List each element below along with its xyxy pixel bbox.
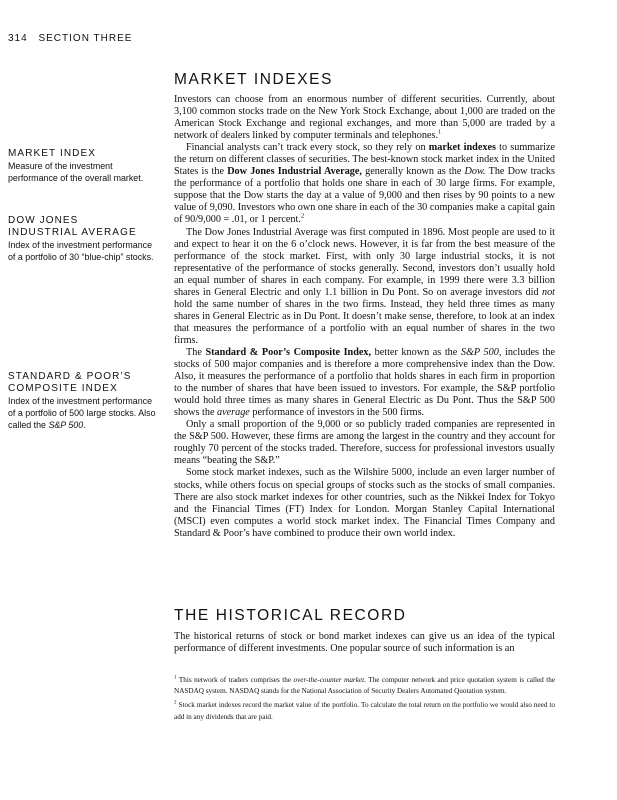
margin-definition: Measure of the investment performance of the overall market. (8, 161, 144, 184)
paragraph: The Dow Jones Industrial Average was first computed in 1896. Most people are used to it and expect to hear it on the 6 o’clock news. However, it is far from the best measure of the performance of the stock market. First, with only 30 large industrial stocks, it is not representative of the performance of stocks generally. Second, investors don’t usually hold an equal number of shares in each company. For example, in 1999 there were 3.3 billion shares in General Electric and only 1.1 billion in Du Pont. So on average investors did not hold the same number of shares in the two firms. Instead, they held three times as many shares in General Electric as in Du Pont. It doesn’t make sense, therefore, to look at an index that measures the performance of a portfolio with an equal number of shares in the two firms. (174, 226, 555, 346)
margin-definition: Index of the investment performance of a portfolio of 30 “blue-chip” stocks. (8, 240, 154, 263)
footnotes (174, 675, 555, 726)
paragraph: The Standard & Poor’s Composite Index, better known as the S&P 500, includes the stocks of 500 major companies and is therefore a more comprehensive index than the Dow. Also, it measures the performance of a portfolio that holds shares in each firm in proportion to the number of shares that have been issued to investors. For example, the S&P portfolio would hold three times as many shares in General Electric as Du Pont. Thus the S&P 500 shows the average performance of investors in the 500 firms. (174, 346, 555, 419)
paragraph: Investors can choose from an enormous number of different securities. Currently, about 3,100 common stocks trade on the New York Stock Exchange, about 1,000 are traded on the American Stock Exchange and regional exchanges, and more than 5,000 are traded by a network of dealers linked by computer terminals and telephones.$^1$ (174, 94, 555, 142)
footnote: $^1$ This network of traders comprises the over-the-counter market. The computer network and price quotation system is called the NASDAQ system. NASDAQ stands for the National Association of Security Dealers Automated Quotation system. (174, 675, 556, 696)
section-heading-market-indexes: MARKET INDEXES (174, 71, 334, 88)
margin-term: INDUSTRIAL AVERAGE (8, 227, 137, 238)
footnote: $^2$ Stock market indexes record the market value of the portfolio. To calculate the total return on the portfolio we would also need to add in any dividends that are paid. (174, 701, 556, 721)
paragraph: Some stock market indexes, such as the Wilshire 5000, include an even larger number of stocks, while others focus on special groups of stocks such as the stocks of small companies. There are also stock market indexes for other countries, such as the Nikkei Index for Tokyo and the Financial Times (FT) Index for London. Morgan Stanley Capital International (MSCI) even computes a world stock market index. The Financial Times Company and Standard & Poor’s have combined to produce their own world index. (174, 467, 555, 539)
paragraph: Only a small proportion of the 9,000 or so publicly traded companies are represented in the S&P 500. However, these firms are among the largest in the country and they account for roughly 70 percent of the stocks traded. Therefore, success for professional investors usually means “beating the S&P.” (174, 419, 555, 467)
margin-term: STANDARD & POOR’S (8, 371, 132, 382)
page-number: 314 (8, 33, 28, 44)
main-text (174, 94, 555, 540)
section-label: SECTION THREE (38, 33, 133, 44)
paragraph: The historical returns of stock or bond market indexes can give us an idea of the typical performance of different investments. One popular source of such information is an (174, 631, 555, 655)
margin-note-sp500 (8, 371, 158, 431)
margin-note-dow-jones (8, 215, 158, 263)
footnote-marker: 2 (300, 213, 305, 221)
margin-term: COMPOSITE INDEX (8, 383, 118, 394)
main-text-section2 (174, 631, 555, 655)
margin-note-market-index (8, 148, 158, 184)
running-head (8, 33, 132, 44)
margin-term: MARKET INDEX (8, 148, 97, 159)
margin-term: DOW JONES (8, 215, 79, 226)
paragraph: Financial analysts can’t track every stock, so they rely on market indexes to summarize the return on different classes of securities. The best-known stock market index in the United States is the Dow Jones Industrial Average, generally known as the Dow. The Dow tracks the performance of a portfolio that holds one share in each of 30 large firms. For example, suppose that the Dow starts the day at a value of 9,000 and then rises by 90 points to a new value of 9,090. Investors who own one share in each of the 30 companies make a capital gain of 90/9,000 = .01, or 1 percent.$^2$ (174, 142, 555, 226)
section-heading-historical-record: THE HISTORICAL RECORD (174, 607, 407, 624)
footnote-marker: 1 (437, 128, 442, 136)
margin-definition: Index of the investment performance of a portfolio of 500 large stocks. Also called the S&P 500. (8, 396, 156, 431)
